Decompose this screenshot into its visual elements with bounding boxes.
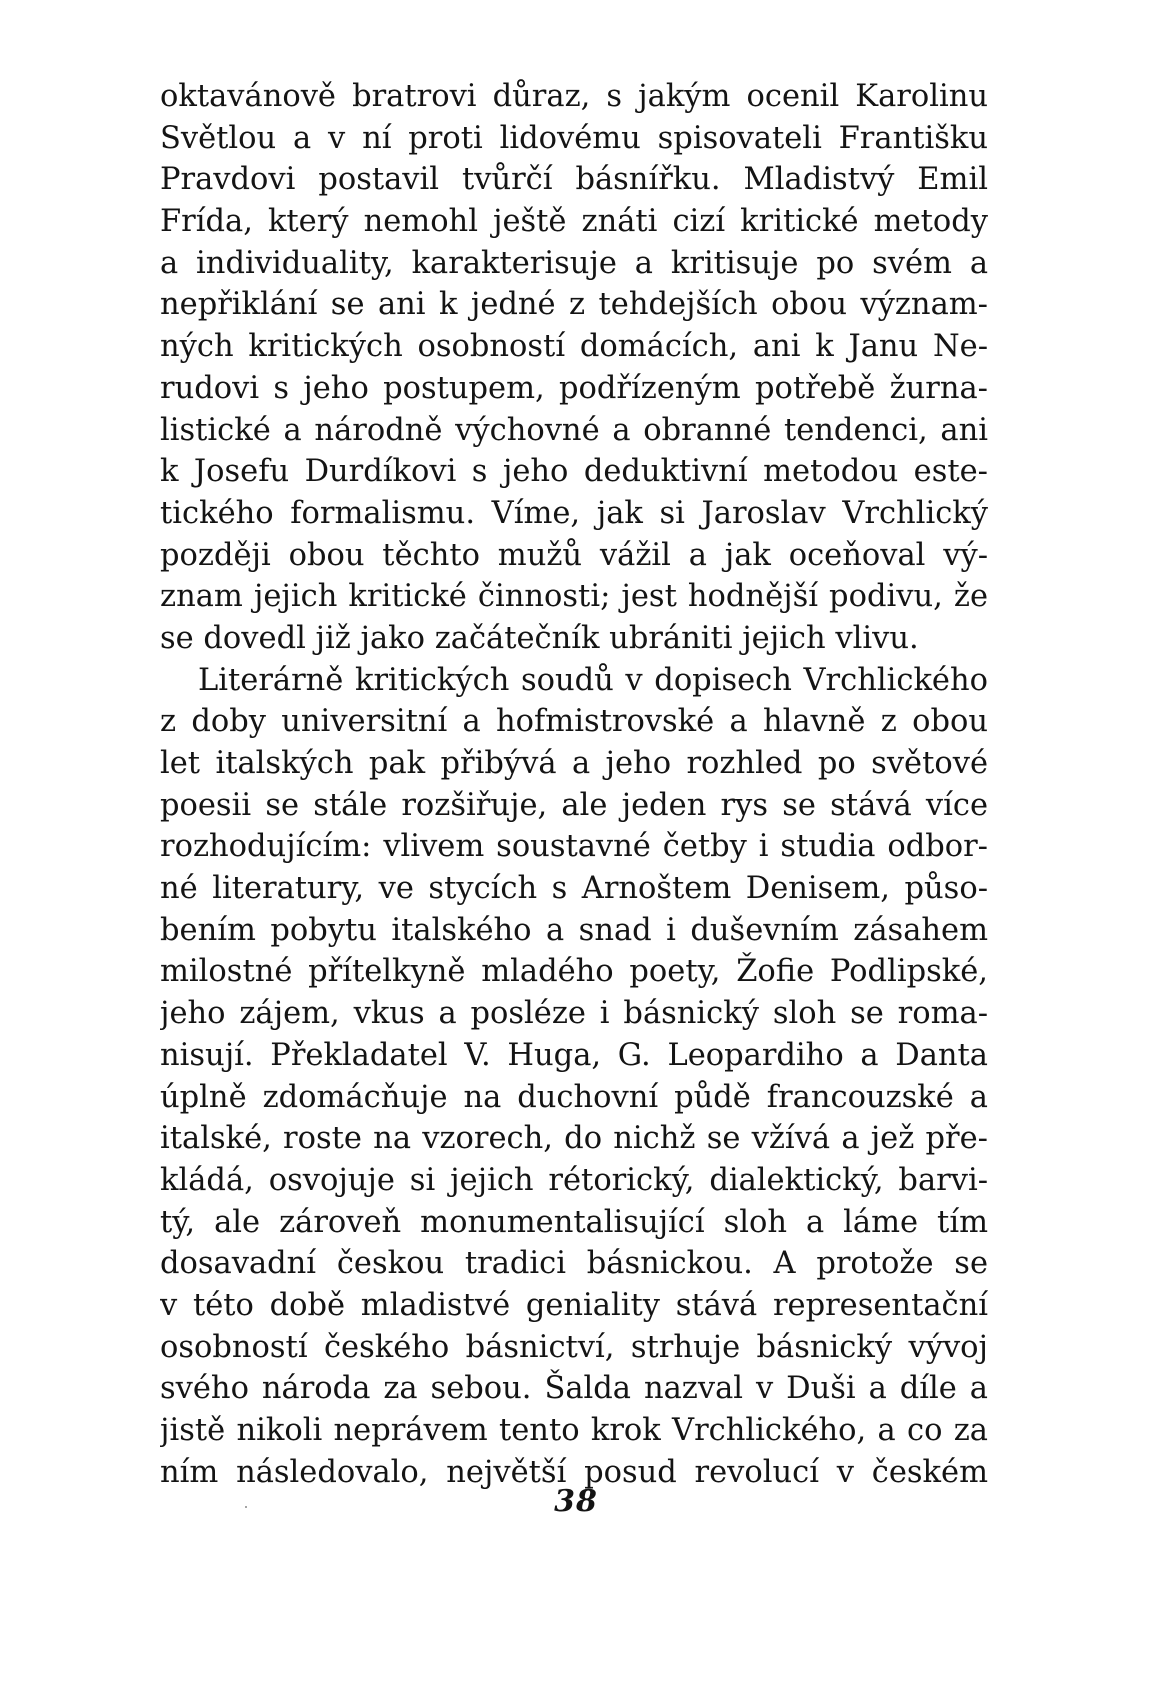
text-line: úplně zdomácňuje na duchovní půdě francouzské a bbox=[160, 1079, 988, 1115]
text-line: se dovedl již jako začátečník ubrániti jejich vlivu. bbox=[160, 620, 919, 656]
text-line: oktavánově bratrovi důraz, s jakým ocenil Karolinu bbox=[160, 79, 988, 114]
text-line: dosavadní českou tradici básnickou. A protože se bbox=[160, 1246, 988, 1282]
text-line: osobností českého básnictví, strhuje básnický vývoj bbox=[160, 1329, 988, 1365]
text-line: kládá, osvojuje si jejich rétorický, dialektický, barvi- bbox=[160, 1162, 988, 1198]
text-line: poesii se stále rozšiřuje, ale jeden rys se stává více bbox=[160, 787, 988, 823]
page-number: 38 bbox=[554, 1484, 598, 1519]
text-line: nepřiklání se ani k jedné z tehdejších obou význam- bbox=[160, 287, 988, 323]
text-line: milostné přítelkyně mladého poety, Žofie Podlipské, bbox=[160, 954, 988, 990]
paragraph-1 bbox=[160, 76, 988, 660]
text-line: ných kritických osobností domácích, ani k Janu Ne- bbox=[160, 329, 988, 365]
text-line: tý, ale zároveň monumentalisující sloh a láme tím bbox=[160, 1204, 988, 1240]
text-line: italské, roste na vzorech, do nichž se vžívá a jež pře- bbox=[160, 1121, 988, 1157]
text-line: Literárně kritických soudů v dopisech Vrchlického bbox=[198, 662, 988, 698]
text-line: nisují. Překladatel V. Huga, G. Leopardiho a Danta bbox=[160, 1037, 988, 1073]
text-line: né literatury, ve stycích s Arnoštem Denisem, půso- bbox=[160, 871, 988, 907]
text-line: v této době mladistvé geniality stává representační bbox=[160, 1287, 988, 1323]
text-line: jistě nikoli neprávem tento krok Vrchlického, a co za bbox=[160, 1413, 988, 1448]
text-line: rozhodujícím: vlivem soustavné četby i studia odbor- bbox=[160, 829, 988, 865]
text-line: tického formalismu. Víme, jak si Jaroslav Vrchlický bbox=[160, 495, 988, 531]
text-line: Světlou a v ní proti lidovému spisovateli Františku bbox=[160, 120, 988, 156]
text-line: listické a národně výchovné a obranné tendenci, ani bbox=[160, 412, 988, 448]
text-line: později obou těchto mužů vážil a jak oceňoval vý- bbox=[160, 537, 988, 573]
text-line: let italských pak přibývá a jeho rozhled po světové bbox=[160, 746, 988, 781]
text-line: Pravdovi postavil tvůrčí básnířku. Mladistvý Emil bbox=[160, 162, 988, 198]
text-line: z doby universitní a hofmistrovské a hlavně z obou bbox=[160, 704, 988, 740]
text-line: svého národa za sebou. Šalda nazval v Duši a díle a bbox=[160, 1371, 988, 1407]
body-text bbox=[160, 76, 988, 1493]
paragraph-2 bbox=[160, 660, 988, 1494]
text-line: a individuality, karakterisuje a kritisuje po svém a bbox=[160, 245, 988, 281]
text-line: rudovi s jeho postupem, podřízeným potřebě žurna- bbox=[160, 370, 988, 406]
text-line: bením pobytu italského a snad i duševním zásahem bbox=[160, 912, 988, 948]
text-line: k Josefu Durdíkovi s jeho deduktivní metodou este- bbox=[160, 454, 988, 490]
text-line: ním následovalo, největší posud revolucí v českém bbox=[160, 1454, 988, 1490]
text-line: jeho zájem, vkus a posléze i básnický sloh se roma- bbox=[160, 996, 988, 1032]
text-line: Frída, který nemohl ještě znáti cizí kritické metody bbox=[160, 204, 988, 240]
text-line: znam jejich kritické činnosti; jest hodnější podivu, že bbox=[160, 579, 988, 615]
